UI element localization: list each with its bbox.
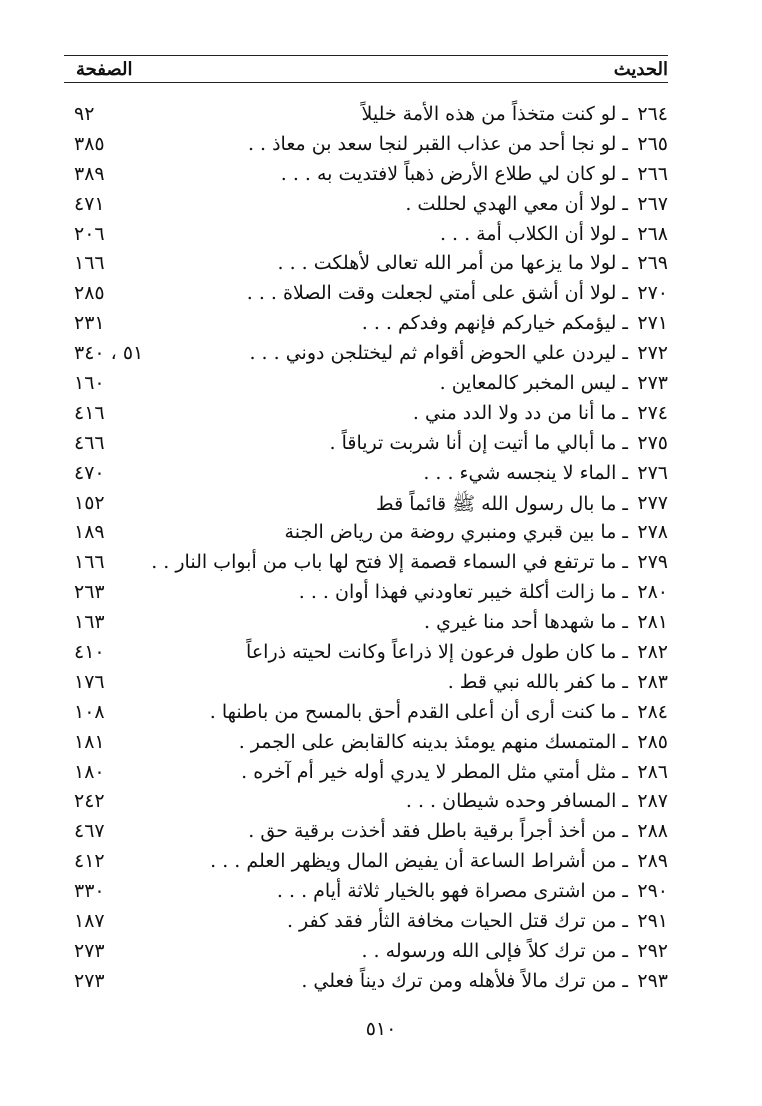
page-reference: ٢٤٢	[74, 790, 105, 813]
hadith-text: ـ لو كان لي طلاع الأرض ذهباً لافتديت به . . .	[280, 162, 628, 185]
list-item	[64, 880, 668, 910]
list-item	[64, 163, 668, 193]
page-reference: ٢٧٣	[74, 939, 105, 962]
hadith-text: ـ لولا أن معي الهدي لحللت .	[405, 192, 628, 215]
hadith-number: ٢٧٣	[637, 372, 668, 395]
hadith-number: ٢٨٠	[637, 581, 668, 604]
list-item	[64, 492, 668, 522]
hadith-text: ـ لو كنت متخذاً من هذه الأمة خليلاً	[361, 103, 628, 125]
hadith-number: ٢٨٧	[637, 790, 668, 813]
list-item	[64, 581, 668, 611]
page-reference: ٣٨٩	[74, 162, 105, 185]
page-reference: ٢٠٦	[74, 222, 105, 245]
hadith-number: ٢٧٠	[637, 282, 668, 305]
hadith-text: ـ ما ترتفع في السماء قصمة إلا فتح لها باب من أبواب النار . .	[151, 551, 628, 574]
hadith-number: ٢٨٢	[637, 641, 668, 664]
list-item	[64, 970, 668, 1000]
list-item	[64, 133, 668, 163]
page-number: ٥١٠	[365, 1018, 397, 1040]
page-reference: ٣٣٠	[74, 880, 105, 903]
hadith-text: ـ من ترك كلاً فإلى الله ورسوله . .	[361, 939, 628, 962]
hadith-text: ـ ليردن علي الحوض أقوام ثم ليختلجن دوني . . .	[249, 342, 628, 365]
hadith-text: ـ ليس المخبر كالمعاين .	[439, 372, 628, 395]
hadith-number: ٢٧٦	[637, 461, 668, 484]
list-item	[64, 641, 668, 671]
hadith-text: ـ لو نجا أحد من عذاب القبر لنجا سعد بن معاذ . .	[247, 132, 628, 155]
hadith-text: ـ من أخذ أجراً برقية باطل فقد أخذت برقية حق .	[248, 820, 628, 843]
page-reference: ١٧٦	[74, 670, 105, 693]
page-reference: ١٦٠	[74, 372, 105, 395]
page-reference: ٢٨٥	[74, 282, 105, 305]
hadith-number: ٢٦٤	[637, 103, 668, 125]
hadith-column-header: الحديث	[613, 59, 668, 80]
page-reference: ١٨٠	[74, 760, 105, 783]
hadith-text: ـ ما بين قبري ومنبري روضة من رياض الجنة	[284, 521, 628, 544]
page-reference: ١٨٧	[74, 910, 105, 933]
hadith-text: ـ ما كان طول فرعون إلا ذراعاً وكانت لحيته ذراعاً	[246, 641, 628, 664]
hadith-text: ـ الماء لا ينجسه شيء . . .	[423, 461, 628, 484]
hadith-index-list	[64, 103, 668, 1000]
hadith-number: ٢٨٨	[637, 820, 668, 843]
hadith-text: ـ ما بال رسول الله ﷺ قائماً قط	[376, 492, 628, 515]
hadith-number: ٢٧٨	[637, 521, 668, 544]
hadith-text: ـ ما أنا من دد ولا الدد مني .	[412, 401, 628, 424]
list-item	[64, 282, 668, 312]
page-reference: ١٥٢	[74, 491, 105, 514]
hadith-number: ٢٦٥	[637, 132, 668, 155]
page-reference: ٤١٢	[74, 850, 105, 873]
hadith-number: ٢٨١	[637, 611, 668, 634]
hadith-number: ٢٦٦	[637, 162, 668, 185]
list-item	[64, 611, 668, 641]
hadith-text: ـ لولا أن أشق على أمتي لجعلت وقت الصلاة . . .	[246, 282, 628, 305]
page-reference: ٤٦٦	[74, 431, 105, 454]
header-top-rule	[64, 55, 668, 56]
list-item	[64, 701, 668, 731]
page-reference: ٣٨٥	[74, 132, 105, 155]
hadith-text: ـ من ترك مالاً فلأهله ومن ترك ديناً فعلي .	[301, 969, 628, 992]
hadith-text: ـ المسافر وحده شيطان . . .	[405, 790, 628, 813]
hadith-text: ـ من أشراط الساعة أن يفيض المال ويظهر العلم . . .	[210, 850, 628, 873]
page-reference: ٢٧٣	[74, 969, 105, 992]
hadith-text: ـ ما شهدها أحد منا غيري .	[424, 611, 628, 634]
hadith-number: ٢٩٣	[637, 969, 668, 992]
hadith-text: ـ من اشترى مصراة فهو بالخيار ثلاثة أيام . . .	[276, 880, 628, 903]
list-item	[64, 193, 668, 223]
hadith-number: ٢٧١	[637, 312, 668, 335]
page-reference: ١٠٨	[74, 700, 105, 723]
hadith-number: ٢٧٩	[637, 551, 668, 574]
page-reference: ٤١٦	[74, 401, 105, 424]
list-item	[64, 820, 668, 850]
list-item	[64, 342, 668, 372]
hadith-number: ٢٩٠	[637, 880, 668, 903]
page-reference: ٤٦٧	[74, 820, 105, 843]
hadith-number: ٢٨٥	[637, 730, 668, 753]
list-item	[64, 521, 668, 551]
hadith-text: ـ مثل أمتي مثل المطر لا يدري أوله خير أم آخره .	[241, 760, 628, 783]
hadith-text: ـ ما كفر بالله نبي قط .	[447, 670, 628, 693]
list-item	[64, 910, 668, 940]
list-item	[64, 432, 668, 462]
hadith-text: ـ لولا ما يزعها من أمر الله تعالى لأهلكت . . .	[277, 252, 628, 275]
hadith-number: ٢٩٢	[637, 939, 668, 962]
list-item	[64, 850, 668, 880]
hadith-number: ٢٩١	[637, 910, 668, 933]
list-item	[64, 731, 668, 761]
page-reference: ١٨٩	[74, 521, 105, 544]
hadith-number: ٢٧٥	[637, 431, 668, 454]
list-item	[64, 103, 668, 133]
page-reference: ٤٧٠	[74, 461, 105, 484]
list-item	[64, 671, 668, 701]
hadith-text: ـ ليؤمكم خياركم فإنهم وفدكم . . .	[361, 312, 628, 335]
hadith-text: ـ ما كنت أرى أن أعلى القدم أحق بالمسح من باطنها .	[209, 700, 628, 723]
hadith-number: ٢٨٣	[637, 670, 668, 693]
list-item	[64, 402, 668, 432]
page-reference: ٤٧١	[74, 192, 105, 215]
hadith-number: ٢٧٢	[637, 342, 668, 365]
page-reference: ٢٣١	[74, 312, 105, 335]
page-reference: ١٦٦	[74, 252, 105, 275]
table-header	[64, 55, 668, 83]
list-item	[64, 252, 668, 282]
hadith-text: ـ ما زالت أكلة خيبر تعاودني فهذا أوان . . .	[298, 581, 628, 604]
hadith-text: ـ المتمسك منهم يومئذ بدينه كالقابض على الجمر .	[238, 730, 628, 753]
hadith-number: ٢٧٤	[637, 401, 668, 424]
list-item	[64, 790, 668, 820]
page-reference: ٥١ ، ٣٤٠	[74, 342, 144, 365]
page-reference: ٤١٠	[74, 641, 105, 664]
page-reference: ١٦٦	[74, 551, 105, 574]
page-reference: ١٨١	[74, 730, 105, 753]
hadith-number: ٢٧٧	[637, 491, 668, 514]
hadith-text: ـ لولا أن الكلاب أمة . . .	[439, 222, 628, 245]
hadith-number: ٢٦٧	[637, 192, 668, 215]
page-reference: ٩٢	[74, 103, 95, 125]
hadith-number: ٢٦٨	[637, 222, 668, 245]
list-item	[64, 462, 668, 492]
page-reference: ١٦٣	[74, 611, 105, 634]
hadith-text: ـ ما أبالي ما أتيت إن أنا شربت ترياقاً .	[329, 431, 628, 454]
list-item	[64, 761, 668, 791]
list-item	[64, 223, 668, 253]
list-item	[64, 312, 668, 342]
header-bottom-rule	[64, 82, 668, 83]
list-item	[64, 372, 668, 402]
hadith-number: ٢٦٩	[637, 252, 668, 275]
hadith-number: ٢٨٤	[637, 700, 668, 723]
page-reference: ٢٦٣	[74, 581, 105, 604]
list-item	[64, 551, 668, 581]
page-column-header: الصفحة	[76, 59, 133, 80]
hadith-text: ـ من ترك قتل الحيات مخافة الثأر فقد كفر .	[286, 910, 628, 933]
hadith-number: ٢٨٦	[637, 760, 668, 783]
list-item	[64, 940, 668, 970]
hadith-number: ٢٨٩	[637, 850, 668, 873]
